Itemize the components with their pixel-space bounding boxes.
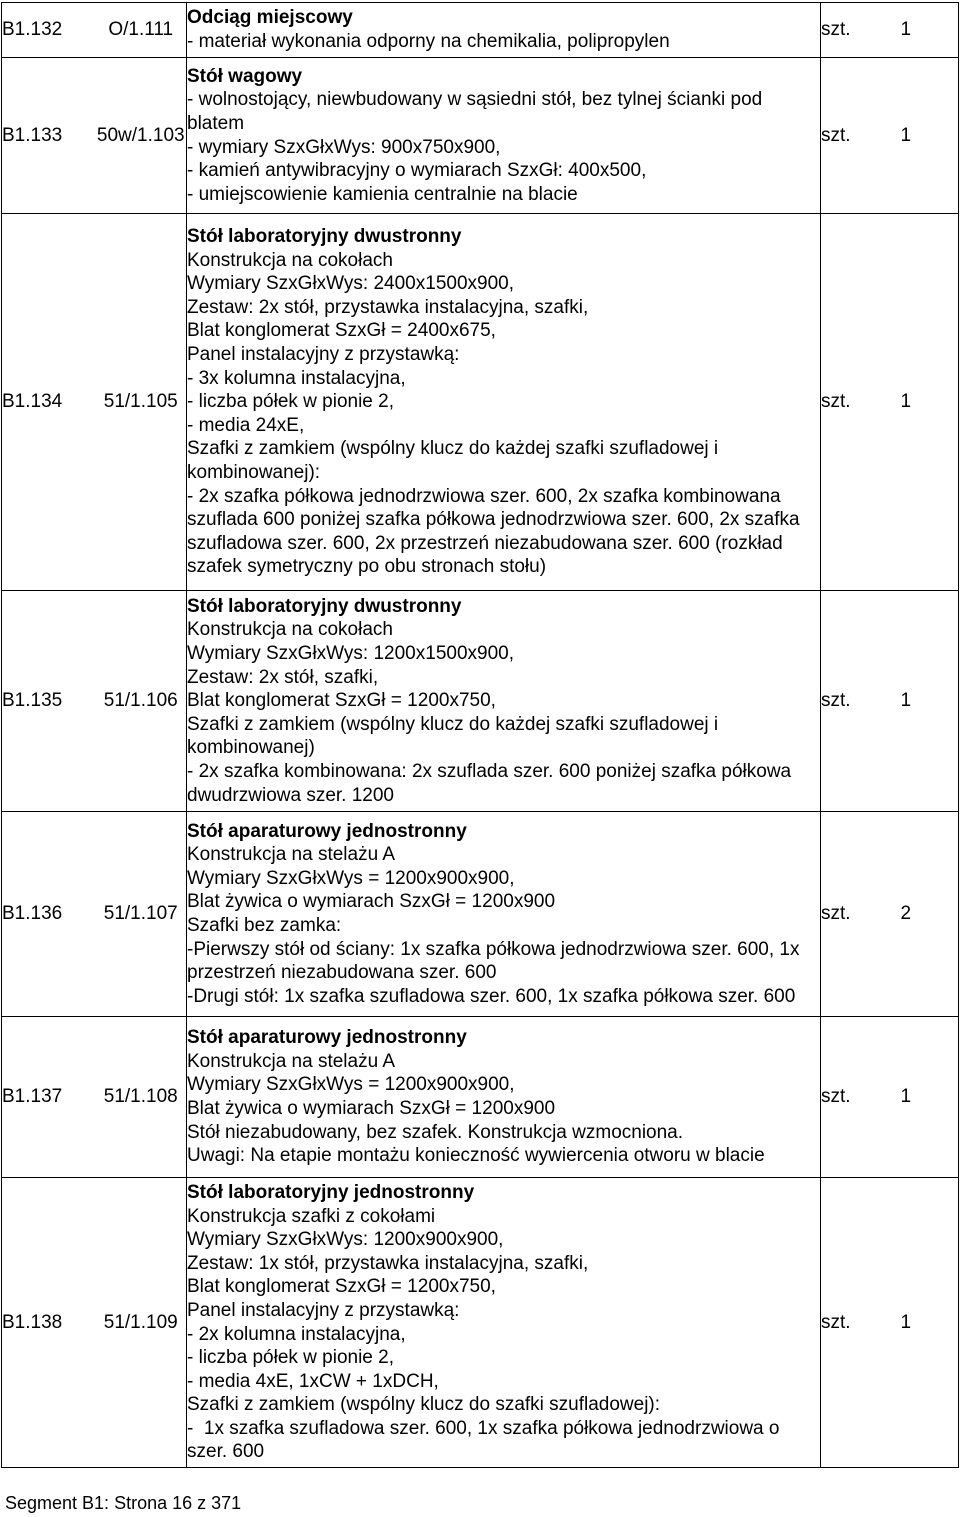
description-line: - materiał wykonania odporny na chemikalia, polipropylen	[187, 31, 670, 52]
description-line: Uwagi: Na etapie montażu konieczność wywiercenia otworu w blacie	[187, 1145, 765, 1167]
item-description-cell	[187, 591, 821, 812]
description-line: szer. 600	[187, 1441, 265, 1463]
item-title: Stół laboratoryjny dwustronny	[187, 226, 462, 248]
quantity-cell: 1	[901, 58, 959, 214]
unit-cell: szt.	[821, 3, 901, 58]
description-line: - media 24xE,	[187, 414, 305, 436]
item-title: Stół wagowy	[187, 65, 303, 87]
item-code-cell: 51/1.109	[96, 1178, 187, 1468]
unit-cell: szt.	[821, 591, 901, 812]
table-row	[2, 214, 959, 591]
item-id-cell: B1.132	[2, 3, 96, 58]
quantity-cell: 1	[901, 214, 959, 591]
description-line: Wymiary SzxGłxWys = 1200x900x900,	[187, 867, 515, 889]
description-line: Wymiary SzxGłxWys: 1200x1500x900,	[187, 643, 514, 665]
description-line: -Pierwszy stół od ściany: 1x szafka półkowa jednodrzwiowa szer. 600, 1x	[187, 938, 800, 960]
table-row	[2, 1017, 959, 1178]
description-line: - umiejscowienie kamienia centralnie na blacie	[187, 183, 578, 205]
description-line: blatem	[187, 112, 245, 134]
page-footer: Segment B1: Strona 16 z 371	[5, 1493, 242, 1513]
item-id-cell: B1.138	[2, 1178, 96, 1468]
quantity-cell: 1	[901, 1178, 959, 1468]
unit-cell: szt.	[821, 58, 901, 214]
description-line: -Drugi stół: 1x szafka szufladowa szer. 600, 1x szafka półkowa szer. 600	[187, 985, 796, 1007]
description-line: - 2x kolumna instalacyjna,	[187, 1323, 406, 1345]
item-description-cell	[187, 812, 821, 1017]
item-description-cell	[187, 58, 821, 214]
item-title: Stół laboratoryjny dwustronny	[187, 595, 462, 617]
item-title: Stół aparaturowy jednostronny	[187, 1027, 467, 1049]
description-line: - 3x kolumna instalacyjna,	[187, 367, 406, 389]
description-line: Konstrukcja szafki z cokołami	[187, 1205, 436, 1227]
description-line: Szafki z zamkiem (wspólny klucz do szafki szufladowej):	[187, 1394, 661, 1416]
unit-cell: szt.	[821, 1178, 901, 1468]
item-description-cell	[187, 1017, 821, 1178]
quantity-cell: 1	[901, 591, 959, 812]
description-line: Zestaw: 2x stół, przystawka instalacyjna, szafki,	[187, 296, 589, 318]
item-code-cell: O/1.111	[96, 3, 187, 58]
description-line: - liczba półek w pionie 2,	[187, 391, 394, 413]
item-title: Stół aparaturowy jednostronny	[187, 820, 467, 842]
unit-cell: szt.	[821, 214, 901, 591]
description-line: Konstrukcja na cokołach	[187, 249, 393, 271]
quantity-cell: 2	[901, 812, 959, 1017]
description-line: - 1x szafka szufladowa szer. 600, 1x szafka półkowa jednodrzwiowa o	[187, 1417, 780, 1439]
description-line: Blat żywica o wymiarach SzxGł = 1200x900	[187, 1098, 556, 1119]
description-line: - wymiary SzxGłxWys: 900x750x900,	[187, 136, 501, 158]
description-line: Konstrukcja na stelażu A	[187, 844, 396, 866]
description-line: Blat konglomerat SzxGł = 1200x750,	[187, 690, 496, 712]
description-line: - kamień antywibracyjny o wymiarach SzxGł: 400x500,	[187, 160, 647, 182]
table-row	[2, 1178, 959, 1468]
specification-table	[1, 2, 959, 1468]
item-id-cell: B1.133	[2, 58, 96, 214]
table-row	[2, 812, 959, 1017]
item-code-cell: 51/1.105	[96, 214, 187, 591]
description-line: - liczba półek w pionie 2,	[187, 1347, 394, 1369]
item-code-cell: 51/1.108	[96, 1017, 187, 1178]
item-id-cell: B1.134	[2, 214, 96, 591]
description-line: - 2x szafka kombinowana: 2x szuflada szer. 600 poniżej szafka półkowa	[187, 760, 792, 782]
quantity-cell: 1	[901, 1017, 959, 1178]
description-line: przestrzeń niezabudowana szer. 600	[187, 962, 497, 984]
description-line: dwudrzwiowa szer. 1200	[187, 784, 394, 806]
unit-cell: szt.	[821, 1017, 901, 1178]
item-id-cell: B1.136	[2, 812, 96, 1017]
unit-cell: szt.	[821, 812, 901, 1017]
description-line: Zestaw: 2x stół, szafki,	[187, 666, 379, 688]
description-line: Wymiary SzxGłxWys: 1200x900x900,	[187, 1229, 504, 1251]
description-line: Szafki z zamkiem (wspólny klucz do każdej szafki szufladowej i	[187, 438, 719, 460]
description-line: kombinowanej):	[187, 461, 321, 483]
description-line: Konstrukcja na stelażu A	[187, 1050, 396, 1072]
item-id-cell: B1.137	[2, 1017, 96, 1178]
description-line: Panel instalacyjny z przystawką:	[187, 1299, 460, 1321]
description-line: - wolnostojący, niewbudowany w sąsiedni stół, bez tylnej ścianki pod	[187, 89, 763, 111]
description-line: - media 4xE, 1xCW + 1xDCH,	[187, 1370, 439, 1392]
description-line: szuflada 600 poniżej szafka półkowa jednodrzwiowa szer. 600, 2x szafka	[187, 509, 800, 531]
description-line: szafek symetryczny po obu stronach stołu)	[187, 556, 547, 578]
item-description-cell	[187, 214, 821, 591]
description-line: Szafki bez zamka:	[187, 915, 342, 936]
description-line: Wymiary SzxGłxWys = 1200x900x900,	[187, 1074, 515, 1096]
description-line: szufladowa szer. 600, 2x przestrzeń niezabudowana szer. 600 (rozkład	[187, 532, 783, 554]
description-line: Panel instalacyjny z przystawką:	[187, 344, 460, 366]
description-line: Szafki z zamkiem (wspólny klucz do każdej szafki szufladowej i	[187, 713, 719, 735]
quantity-cell: 1	[901, 3, 959, 58]
item-description-cell	[187, 1178, 821, 1468]
item-title: Odciąg miejscowy	[187, 7, 353, 29]
table-row	[2, 3, 959, 58]
description-line: Zestaw: 1x stół, przystawka instalacyjna, szafki,	[187, 1252, 589, 1274]
description-line: Stół niezabudowany, bez szafek. Konstrukcja wzmocniona.	[187, 1121, 684, 1143]
description-line: Konstrukcja na cokołach	[187, 619, 393, 641]
table-row	[2, 591, 959, 812]
description-line: kombinowanej)	[187, 737, 315, 759]
item-id-cell: B1.135	[2, 591, 96, 812]
description-line: Wymiary SzxGłxWys: 2400x1500x900,	[187, 273, 514, 295]
item-code-cell: 50w/1.103	[96, 58, 187, 214]
item-code-cell: 51/1.106	[96, 591, 187, 812]
description-line: Blat konglomerat SzxGł = 2400x675,	[187, 320, 496, 342]
description-line: Blat żywica o wymiarach SzxGł = 1200x900	[187, 891, 556, 913]
description-line: Blat konglomerat SzxGł = 1200x750,	[187, 1276, 496, 1298]
table-row	[2, 58, 959, 214]
description-line: - 2x szafka półkowa jednodrzwiowa szer. 600, 2x szafka kombinowana	[187, 485, 781, 507]
item-title: Stół laboratoryjny jednostronny	[187, 1181, 475, 1203]
item-description-cell	[187, 3, 821, 58]
item-code-cell: 51/1.107	[96, 812, 187, 1017]
